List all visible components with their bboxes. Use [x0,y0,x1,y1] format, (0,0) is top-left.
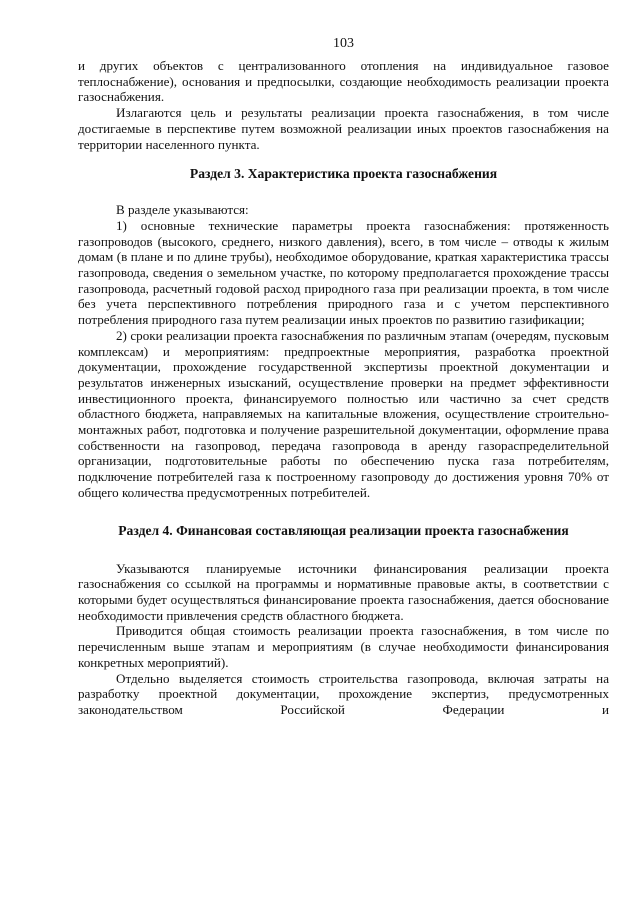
document-page [78,36,609,718]
section-4-paragraph-2: Приводится общая стоимость реализации проекта газоснабжения, в том числе по перечисленным выше этапам и мероприятиям (в случае необходимости финансирования конкретных мероприятий). [78,623,609,670]
intro-paragraph-2: Излагаются цель и результаты реализации проекта газоснабжения, в том числе достигаемые в перспективе путем возможной реализации иных проектов газоснабжения на территории населенного пункта. [78,105,609,152]
section-3-heading: Раздел 3. Характеристика проекта газоснабжения [189,166,498,182]
page-number: 103 [333,36,354,51]
section-3-paragraph-1: В разделе указываются: [116,202,249,218]
section-4-paragraph-3: Отдельно выделяется стоимость строительства газопровода, включая затраты на разработку проектной документации, прохождение экспертиз, предусмотренных законодательством Российской Федерации и [78,670,609,717]
intro-paragraph-1: и других объектов с централизованного отопления на индивидуальное газовое теплоснабжение), основания и предпосылки, создающие необходимость реализации проекта газоснабжения. [78,58,609,105]
section-3-paragraph-2: 1) основные технические параметры проекта газоснабжения: протяженность газопроводов (высокого, среднего, низкого давления), всего, в том числе – отводы к жилым домам (в плане и по длине трубы), необходимое оборудование, краткая характеристика трассы газопровода, сведения о земельном участке, по которому предполагается прохождение трассы газопровода, расчетный годовой расход природного газа при реализации проекта, в том числе без учета перспективного потребления природного газа и с учетом перспективного потребления природного газа путем реализации иных проектов по развитию газификации; [78,217,609,328]
section-3-paragraph-3: 2) сроки реализации проекта газоснабжения по различным этапам (очередям, пусковым комплексам) и мероприятиям: предпроектные мероприятия, разработка проектной документации, прохождение государственной экспертизы проектной документации и результатов инженерных изысканий, осуществление проверки на предмет эффективности инвестиционного проекта, финансируемого полностью или частично за счет средств областного бюджета, направляемых на капитальные вложения, осуществление строительно-монтажных работ, подготовка и получение разрешительной документации, оформление права собственности на газопровод, передача газопровода в аренду газораспределительной организации, подготовительные работы по обеспечению пуска газа потребителям, подключение потребителей газа к построенному газопроводу до достижения уровня 70% от общего количества предусмотренных потребителей. [78,327,609,500]
section-4-paragraph-1: Указываются планируемые источники финансирования реализации проекта газоснабжения со ссылкой на программы и нормативные правовые акты, в соответствии с которыми будет осуществляться финансирование проекта газоснабжения, дается обоснование необходимости привлечения средств областного бюджета. [78,560,609,623]
section-4-heading: Раздел 4. Финансовая составляющая реализации проекта газоснабжения [118,522,569,538]
